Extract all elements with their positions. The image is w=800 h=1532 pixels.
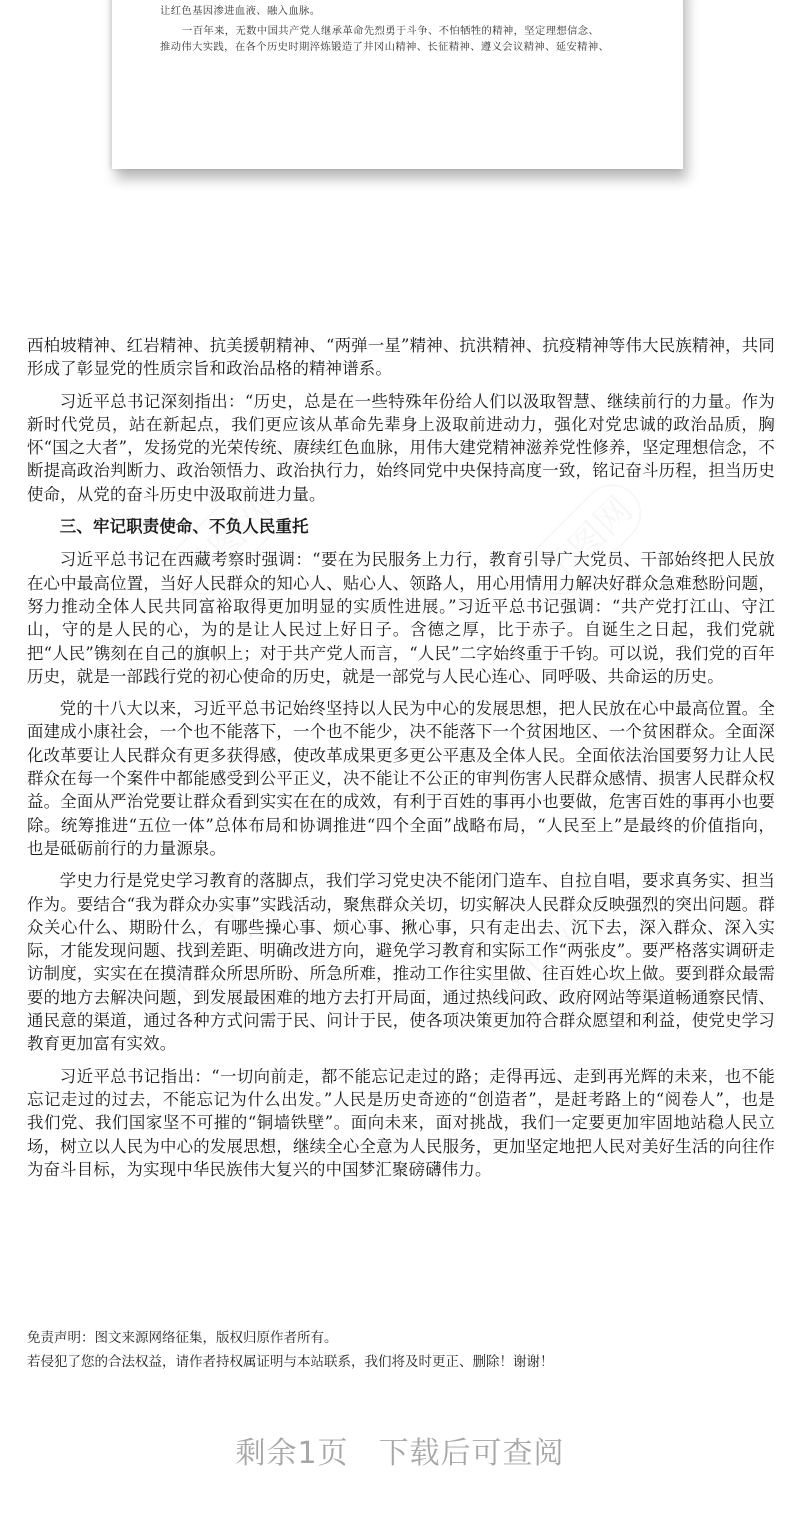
paragraph: 西柏坡精神、红岩精神、抗美援朝精神、“两弹一星”精神、抗洪精神、抗疫精神等伟大民族精神，共同形成了彰显党的性质宗旨和政治品格的精神谱系。 [27,336,775,379]
paragraph: 习近平总书记指出：“一切向前走，都不能忘记走过的路；走得再远、走到再光辉的未来，也不能忘记走过的过去，不能忘记为什么出发。”人民是历史奇迹的“创造者”，是赶考路上的“阅卷人”，也是我们党、我们国家坚不可摧的“铜墙铁壁”。面向未来，面对挑战，我们一定要更加牢固地站稳人民立场，树立以人民为中心的发展思想，继续全心全意为人民服务，更加坚定地把人民对美好生活的向往作为奋斗目标，为实现中华民族伟大复兴的中国梦汇聚磅礴伟力。 [27,1066,775,1179]
preview-line: 一百年来，无数中国共产党人继承革命先烈勇于斗争、不怕牺牲的精神，坚定理想信念、 [182,25,600,37]
download-hint-label: 下载后可查阅 [378,1436,565,1471]
preview-line: 推动伟大实践，在各个历史时期淬炼锻造了井冈山精神、长征精神、遵义会议精神、延安精神、 [160,41,610,53]
download-to-read-more-button[interactable] [0,1428,800,1472]
paragraph: 习近平总书记深刻指出：“历史，总是在一些特殊年份给人们以汲取智慧、继续前行的力量。作为新时代党员，站在新起点，我们更应该从革命先辈身上汲取前进动力，强化对党忠诚的政治品质，胸怀“国之大者”，发扬党的光荣传统、赓续红色血脉，用伟大建党精神滋养党性修养，坚定理想信念，不断提高政治判断力、政治领悟力、政治执行力，始终同党中央保持高度一致，铭记奋斗历程，担当历史使命，从党的奋斗历史中汲取前进力量。 [27,391,775,504]
paragraph: 学史力行是党史学习教育的落脚点，我们学习党史决不能闭门造车、自拉自唱，要求真务实、担当作为。要结合“我为群众办实事”实践活动，聚焦群众关切，切实解决人民群众反映强烈的突出问题。群众关心什么、期盼什么，有哪些操心事、烦心事、揪心事，只有走出去、沉下去，深入群众、深入实际，才能发现问题、找到差距、明确改进方向，避免学习教育和实际工作“两张皮”。要严格落实调研走访制度，实实在在摸清群众所思所盼、所急所难，推动工作往实里做、往百姓心坎上做。要到群众最需要的地方去解决问题，到发展最困难的地方去打开局面，通过热线问政、政府网站等渠道畅通察民情、通民意的渠道，通过各种方式问需于民、问计于民，使各项决策更加符合群众愿望和利益，使党史学习教育更加富有实效。 [27,871,775,1054]
document-page-card [112,0,683,169]
document-body [27,334,775,1190]
disclaimer [27,1326,775,1374]
preview-line: 让红色基因渗进血液、融入血脉。 [160,5,321,17]
paragraph: 习近平总书记在西藏考察时强调：“要在为民服务上力行，教育引导广大党员、干部始终把人民放在心中最高位置，当好人民群众的知心人、贴心人、领路人，用心用情用力解决好群众急难愁盼问题，努力推动全体人民共同富裕取得更加明显的实质性进展。”习近平总书记强调：“共产党打江山、守江山，守的是人民的心，为的是让人民过上好日子。含德之厚，比于赤子。自诞生之日起，我们党就把“人民”镌刻在自己的旗帜上；对于共产党人而言，“人民”二字始终重于千钧。可以说，我们党的百年历史，就是一部践行党的初心使命的历史，就是一部党与人民心连心、同呼吸、共命运的历史。 [27,550,775,686]
disclaimer-line: 若侵犯了您的合法权益，请作者持权属证明与本站联系，我们将及时更正、删除！谢谢！ [27,1354,554,1370]
remaining-pages-label: 剩余1页 [235,1436,349,1471]
section-heading: 三、牢记职责使命、不负人民重托 [59,517,309,537]
page-preview-area [0,0,800,300]
disclaimer-line: 免责声明：图文来源网络征集，版权归原作者所有。 [27,1330,338,1346]
paragraph: 党的十八大以来，习近平总书记始终坚持以人民为中心的发展思想，把人民放在心中最高位置。全面建成小康社会，一个也不能落下，一个也不能少，决不能落下一个贫困地区、一个贫困群众。全面深化改革要让人民群众有更多获得感，使改革成果更多更公平惠及全体人民。全面依法治国要努力让人民群众在每一个案件中都能感受到公平正义，决不能让不公正的审判伤害人民群众感情、损害人民群众权益。全面从严治党要让群众看到实实在在的成效，有利于百姓的事再小也要做，危害百姓的事再小也要除。统筹推进“五位一体”总体布局和协调推进“四个全面”战略布局，“人民至上”是最终的价值指向，也是砥砺前行的力量源泉。 [27,699,775,858]
